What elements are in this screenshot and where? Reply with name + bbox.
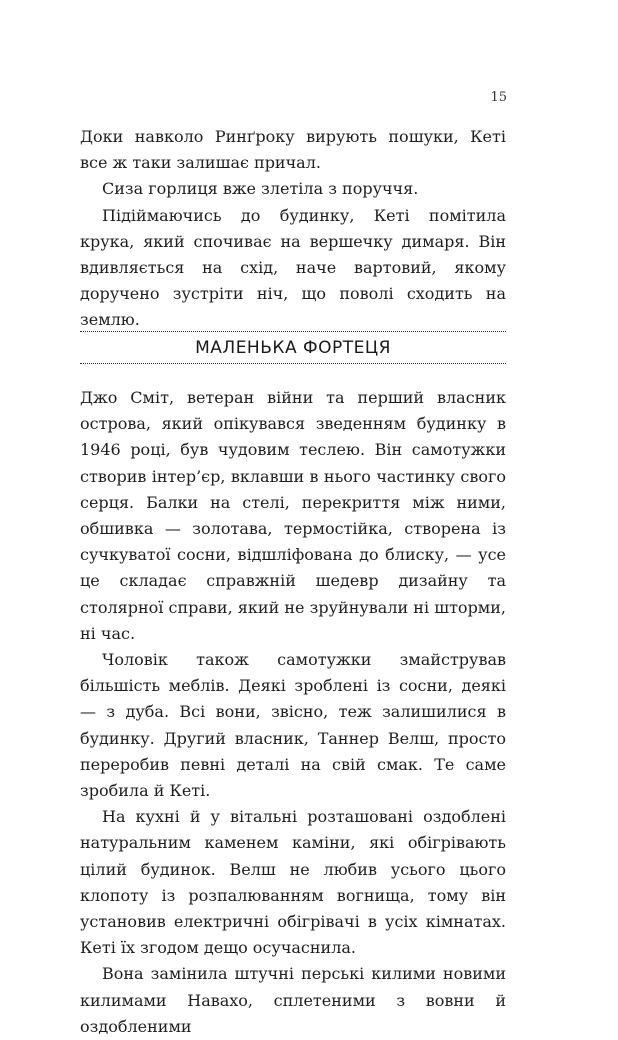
dotted-divider-bottom (80, 363, 506, 364)
text-block-top (80, 124, 506, 334)
section-header (80, 331, 506, 365)
paragraph: Сиза горлиця вже злетіла з поруччя. (102, 179, 419, 199)
paragraph: Підіймаючись до будинку, Кеті помітила крука, який спочиває на вершечку димаря. Він вдивляється на схід, наче вартовий, якому доручено зустріти ніч, що поволі сходить на землю. (80, 205, 506, 330)
section-title: МАЛЕНЬКА ФОРТЕЦЯ (195, 338, 391, 358)
text-block-bottom (80, 385, 506, 1040)
paragraph: Вона замінила штучні перські килими новими килимами Навахо, сплетеними з вовни й оздобленими (80, 964, 506, 1036)
paragraph: Чоловік також самотужки змайстрував більшість меблів. Деякі зроблені із сосни, деякі — з дуба. Всі вони, звісно, теж залишилися в будинку. Другий власник, Таннер Велш, просто переробив певні деталі на свій смак. Те саме зробила й Кеті. (80, 650, 506, 801)
page-number: 15 (490, 90, 507, 105)
paragraph: Джо Сміт, ветеран війни та перший власник острова, який опікувався зведенням будинку в 1946 році, був чудовим теслею. Він самотужки створив інтер’єр, вклавши в нього частинку свого серця. Балки на стелі, перекриття між ними, обшивка — золотава, термостійка, створена із сучкуватої сосни, відшліфована до блиску, — усе це складає справжній шедевр дизайну та столярної справи, який не зруйнували ні шторми, ні час. (80, 388, 506, 643)
paragraph: На кухні й у вітальні розташовані оздоблені натуральним каменем каміни, які обігрівають цілий будинок. Велш не любив усього цього клопоту із розпалюванням вогнища, тому він установив електричні обігрівачі в усіх кімнатах. Кеті їх згодом дещо осучаснила. (80, 807, 506, 958)
dotted-divider-top (80, 331, 506, 332)
paragraph: Доки навколо Ринґроку вирують пошуки, Кеті все ж таки залишає причал. (80, 127, 506, 173)
